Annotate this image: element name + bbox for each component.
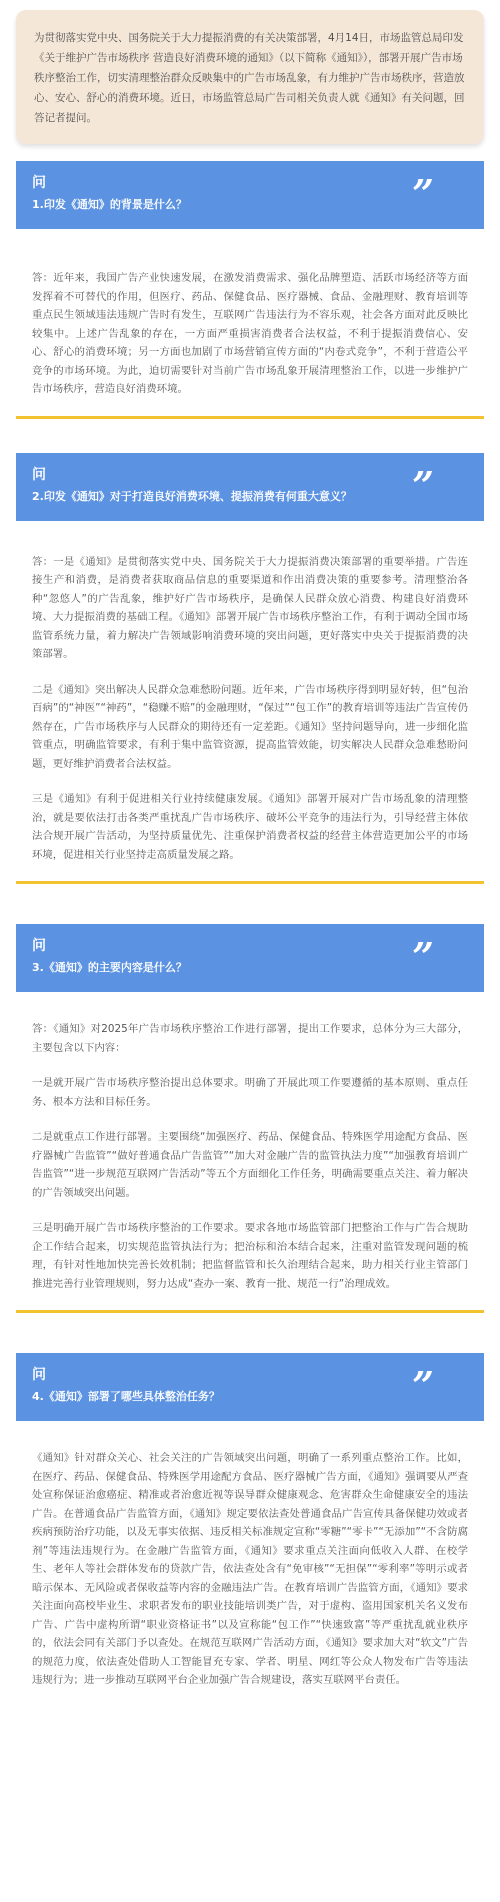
quote-icon: ” (412, 934, 434, 979)
answer-paragraph: 三是明确开展广告市场秩序整治的工作要求。要求各地市场监管部门把整治工作与广告合规助企工作结合起来，切实规范监管执法行为；把治标和治本结合起来，注重对监管发现问题的梳理，有针对性地加快完善长效机制；把监督监管和长久治理结合起来，助力相关行业主管部门推进完善行业管理规则，努力达成“查办一案、教育一批、规范一行”治理成效。 (32, 1222, 468, 1290)
answer-paragraph: 答：一是《通知》是贯彻落实党中央、国务院关于大力提振消费决策部署的重要举措。广告连接生产和消费，是消费者获取商品信息的重要渠道和作出消费决策的重要参考。清理整治各种“忽悠人”的广告乱象，维护好广告市场秩序，是确保人民群众放心消费、构建良好消费环境、大力提振消费的基础工程。《通知》部署开展广告市场秩序整治工作，有利于调动全国市场监管系统力量，着力解决广告领域影响消费环境的突出问题，更好落实中央关于提振消费的决策部署。 (32, 555, 468, 660)
qa-section-1 (16, 161, 484, 419)
question-header (16, 1353, 484, 1421)
intro-box (16, 10, 484, 144)
quote-icon: ” (412, 462, 434, 508)
intro-text: 为贯彻落实党中央、国务院关于大力提振消费的有关决策部署，4月14日，市场监管总局印发《关于维护广告市场秩序 营造良好消费环境的通知》（以下简称《通知》），部署开展广告市场秩序整治工作，切实清理整治群众反映集中的广告市场乱象，有力维护广告市场秩序，营造放心、安心、舒心的消费环境。近日，市场监管总局广告司相关负责人就《通知》有关问题，回答记者提问。 (34, 32, 465, 124)
section-divider (16, 881, 484, 884)
qa-section-4 (16, 1353, 484, 1690)
question-title: 2.印发《通知》对于打造良好消费环境、提振消费有何重大意义？ (32, 489, 352, 503)
answer-paragraph: 二是就重点工作进行部署。主要围绕“加强医疗、药品、保健食品、特殊医学用途配方食品、医疗器械广告监管”“做好普通食品广告监管”“加大对金融广告的监管执法力度”“加强教育培训广告监管”“进一步规范互联网广告活动”等五个方面细化工作任务，明确需要重点关注、着力解决的广告领域突出问题。 (32, 1131, 468, 1199)
question-title: 4.《通知》部署了哪些具体整治任务？ (32, 1390, 220, 1403)
question-title: 1.印发《通知》的背景是什么？ (32, 198, 187, 211)
question-header (16, 924, 484, 992)
section-divider (16, 1310, 484, 1313)
article-page (0, 10, 500, 1902)
answer-paragraph: 《通知》针对群众关心、社会关注的广告领域突出问题，明确了一系列重点整治工作。比如，在医疗、药品、保健食品、特殊医学用途配方食品、医疗器械广告方面，《通知》强调要从严查处宣称保证治愈癌症、精准或者治愈近视等误导群众健康观念、危害群众生命健康安全的违法广告。在普通食品广告监管方面，《通知》规定要依法查处普通食品广告宣传具备保健功效或者疾病预防治疗功能，以及无事实依据、违反相关标准规定宣称“零糖”“零卡”“无添加”“不含防腐剂”等违法违规行为。在金融广告监管方面，《通知》要求重点关注面向低收入人群、在校学生、老年人等社会群体发布的贷款广告，依法查处含有“免审核”“无担保”“零利率”等明示或者暗示保本、无风险或者保收益等内容的金融违法广告。在教育培训广告监管方面，《通知》要求关注面向高校毕业生、求职者发布的职业技能培训类广告，对于虚构、盗用国家机关名义发布广告、广告中虚构所谓“职业资格证书”以及宣称能“包工作”“快速致富”等严重扰乱就业秩序的，依法会同有关部门予以查处。在规范互联网广告活动方面，《通知》要求加大对“软文”广告的规范力度，依法查处借助人工智能冒充专家、学者、明星、网红等公众人物发布广告等违法违规行为；进一步推动互联网平台企业加强广告合规建设，落实互联网平台责任。 (32, 1452, 468, 1686)
answer-body (16, 521, 484, 865)
question-label: 问 (32, 466, 46, 483)
quote-icon: ” (412, 171, 434, 216)
section-divider (16, 416, 484, 419)
answer-paragraph: 答：《通知》对2025年广告市场秩序整治工作进行部署，提出工作要求，总体分为三大部分，主要包含以下内容： (32, 1023, 468, 1054)
question-label: 问 (32, 175, 46, 191)
qa-section-3 (16, 924, 484, 1313)
question-header (16, 453, 484, 521)
question-header (16, 161, 484, 229)
answer-body (16, 1421, 484, 1690)
answer-paragraph: 三是《通知》有利于促进相关行业持续健康发展。《通知》部署开展对广告市场乱象的清理整治，就是要依法打击各类严重扰乱广告市场秩序、破坏公平竞争的违法行为，引导经营主体依法合规开展广告活动，为坚持质量优先、注重保护消费者权益的经营主体营造更加公平的市场环境，促进相关行业坚持走高质量发展之路。 (32, 793, 468, 861)
question-label: 问 (32, 938, 46, 954)
answer-paragraph: 一是就开展广告市场秩序整治提出总体要求。明确了开展此项工作要遵循的基本原则、重点任务、根本方法和目标任务。 (32, 1077, 468, 1108)
quote-icon: ” (412, 1363, 434, 1408)
answer-body (16, 992, 484, 1293)
answer-paragraph: 二是《通知》突出解决人民群众急难愁盼问题。近年来，广告市场秩序得到明显好转，但“包治百病”的“神医”“神药”，“稳赚不赔”的金融理财，“保过”“包工作”的教育培训等违法广告宣传仍然存在，广告市场秩序与人民群众的期待还有一定差距。《通知》坚持问题导向，进一步细化监管重点，明确监管要求，有利于集中监管资源，提高监管效能，切实解决人民群众急难愁盼问题，更好维护消费者合法权益。 (32, 683, 468, 770)
qa-section-2 (16, 453, 484, 885)
question-label: 问 (32, 1367, 46, 1383)
answer-paragraph: 答：近年来，我国广告产业快速发展，在激发消费需求、强化品牌塑造、活跃市场经济等方面发挥着不可替代的作用，但医疗、药品、保健食品、医疗器械、食品、金融理财、教育培训等重点民生领域违法违规广告时有发生，互联网广告违法行为不容乐观，社会各方面对此反映比较集中。上述广告乱象的存在，一方面严重损害消费者合法权益，不利于提振消费信心、安心、舒心的消费环境；另一方面也加剧了市场营销宣传方面的“内卷式竞争”，不利于营造公平竞争的市场环境。为此，迫切需要针对当前广告市场乱象开展清理整治工作，以进一步维护广告市场秩序，营造良好消费环境。 (32, 272, 468, 395)
question-title: 3.《通知》的主要内容是什么？ (32, 961, 187, 974)
answer-body (16, 229, 484, 399)
